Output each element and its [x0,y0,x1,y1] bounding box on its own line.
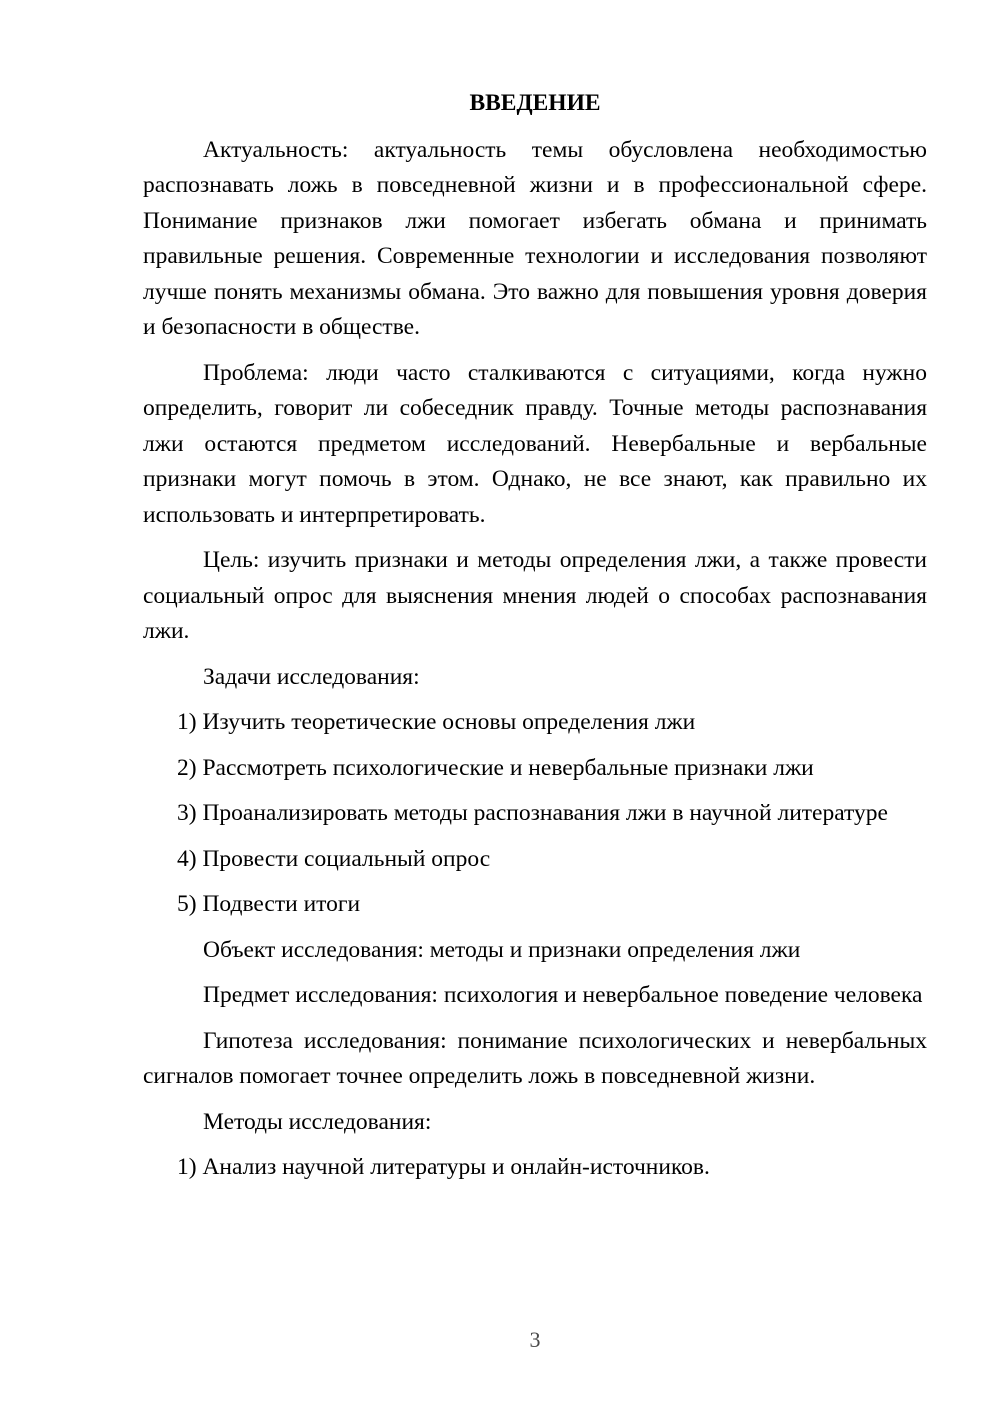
page-number: 3 [529,1327,541,1352]
tasks-heading: Задачи исследования: [203,663,420,690]
paragraph-subject: Предмет исследования: психология и невербальное поведение человека [203,982,923,1008]
paragraph-problem: Проблема: люди часто сталкиваются с ситуациями, когда нужно определить, говорит ли собеседник правду. Точные методы распознавания лжи остаются предметом исследований. Невербальные и вербальные признаки могут помочь в этом. Однако, не все знают, как правильно их использовать и интерпретировать. [143,359,927,528]
paragraph-object: Объект исследования: методы и признаки определения лжи [203,936,801,963]
task-item-1: 1) Изучить теоретические основы определения лжи [177,709,696,735]
task-item-4: 4) Провести социальный опрос [177,845,491,872]
task-item-3: 3) Проанализировать методы распознавания лжи в научной литературе [177,800,888,826]
section-title: ВВЕДЕНИЕ [469,90,601,116]
paragraph-goal: Цель: изучить признаки и методы определения лжи, а также провести социальный опрос для выяснения мнения людей о способах распознавания лжи. [143,547,927,644]
page-content [143,86,927,1196]
paragraph-hypothesis: Гипотеза исследования: понимание психологических и невербальных сигналов помогает точнее определить ложь в повседневной жизни. [143,1027,927,1089]
methods-heading: Методы исследования: [203,1108,432,1135]
paragraph-relevance: Актуальность: актуальность темы обусловлена необходимостью распознавать ложь в повседневной жизни и в профессиональной сфере. Понимание признаков лжи помогает избегать обмана и принимать правильные решения. Современные технологии и исследования позволяют лучше понять механизмы обмана. Это важно для повышения уровня доверия и безопасности в обществе. [143,136,927,340]
task-item-2: 2) Рассмотреть психологические и невербальные признаки лжи [177,754,814,781]
method-item-1: 1) Анализ научной литературы и онлайн-источников. [177,1154,710,1180]
task-item-5: 5) Подвести итоги [177,891,361,917]
